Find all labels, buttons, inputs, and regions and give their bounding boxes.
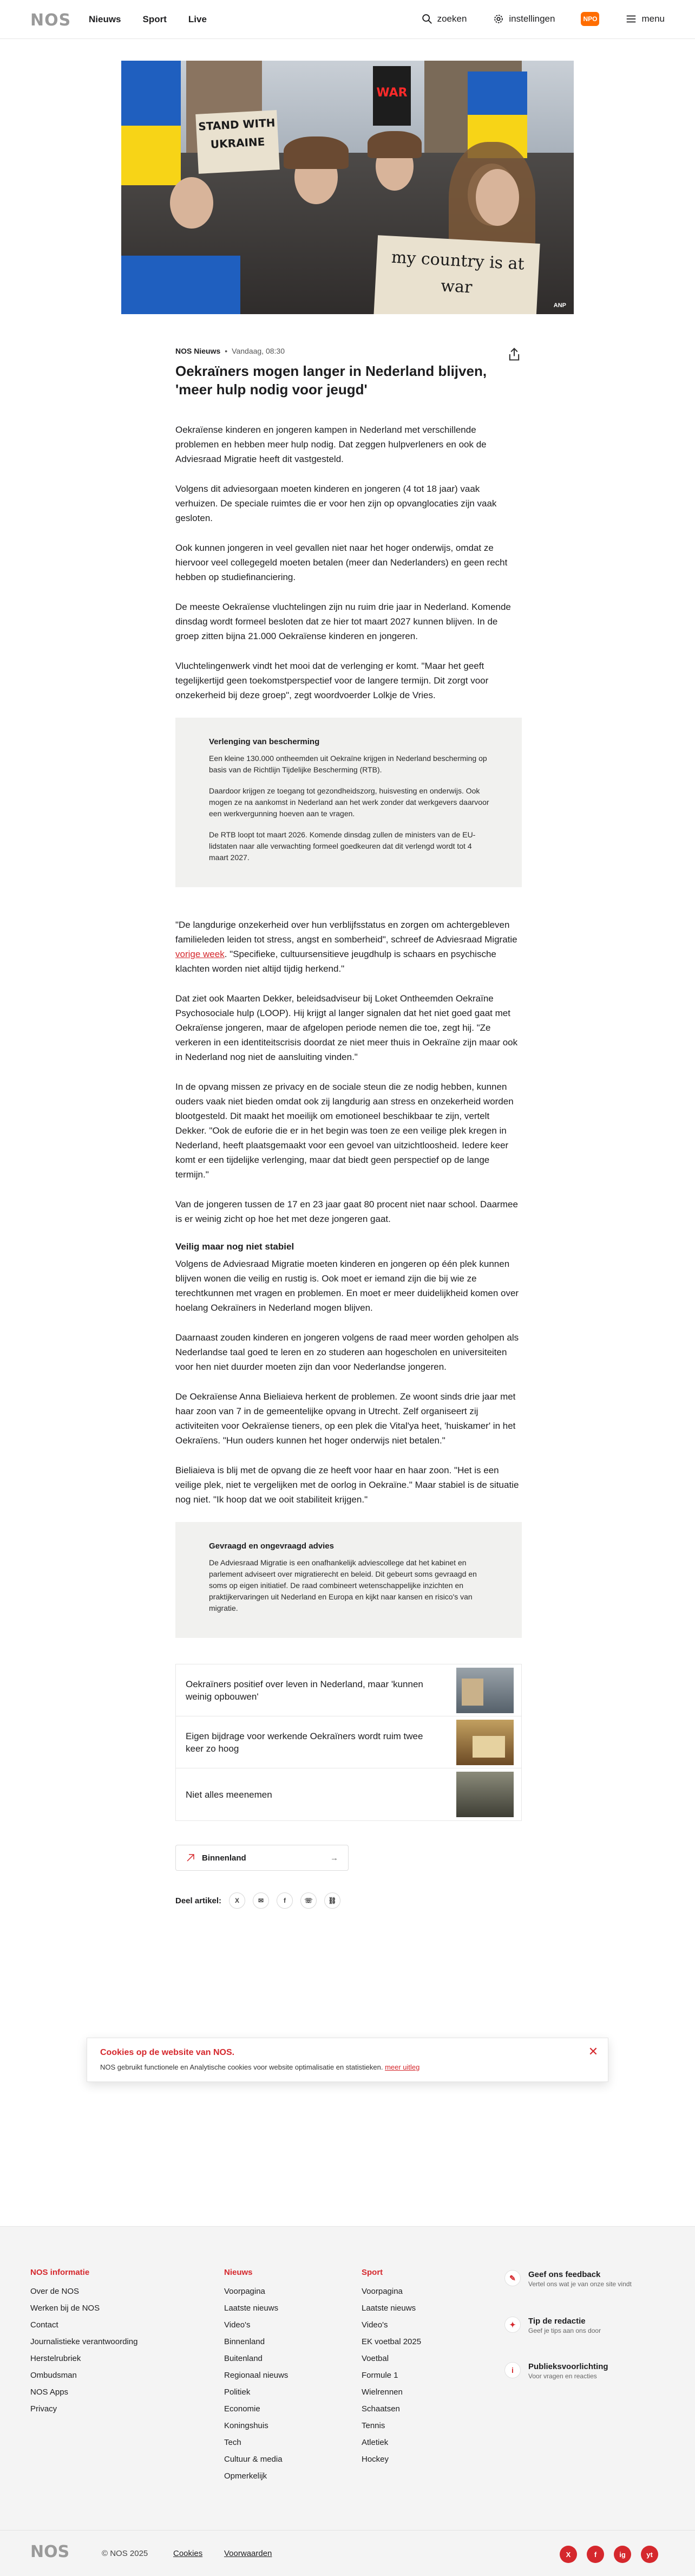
paragraph: Van de jongeren tussen de 17 en 23 jaar gaat 80 procent niet naar school. Daarmee is er weinig zicht op hoe het met deze jongeren gaat.	[175, 1199, 518, 1224]
related-article[interactable]	[176, 1716, 521, 1768]
related-articles	[175, 1664, 522, 1821]
tag-icon	[186, 1853, 195, 1863]
npo-logo[interactable]: NPO	[581, 12, 599, 26]
top-navigation-bar	[0, 0, 695, 39]
nav-live[interactable]: Live	[188, 14, 207, 24]
gear-icon	[493, 13, 504, 25]
tag-label: Binnenland	[202, 1853, 246, 1863]
cookie-banner	[87, 2038, 608, 2082]
paragraph: Volgens de Adviesraad Migratie moeten kinderen en jongeren op één plek kunnen blijven wonen die veilig en rustig is. Ook moet er iemand zijn die bij wie ze terechtkunnen met vragen en problemen. En moet er meer duidelijkheid komen over hoelang Oekraïners in Nederland mogen blijven.	[175, 1259, 519, 1313]
protest-sign-my-country: my country is at war	[373, 235, 540, 314]
footer-link[interactable]: Voetbal	[362, 2354, 389, 2363]
footer-bottom	[0, 2530, 695, 2576]
related-article-title: Oekraïners positief over leven in Nederland, maar 'kunnen weinig opbouwen'	[186, 1679, 423, 1702]
close-icon[interactable]: ✕	[588, 2045, 599, 2058]
paragraph: De meeste Oekraïense vluchtelingen zijn nu ruim drie jaar in Nederland. Komende dinsdag wordt formeel besloten dat ze hier tot maart 2027 kunnen blijven. In de groep zitten bijna 21.000 Oekraïense kinderen en jongeren.	[175, 602, 511, 641]
footer-link[interactable]: EK voetbal 2025	[362, 2337, 422, 2346]
share-row	[175, 1892, 522, 1909]
share-whatsapp-icon[interactable]: ☏	[300, 1892, 317, 1909]
footer-link[interactable]: Tech	[224, 2438, 241, 2447]
footer-col-title: Sport	[362, 2268, 383, 2277]
footer-link[interactable]: Wielrennen	[362, 2388, 403, 2397]
lightbulb-icon: ✦	[504, 2317, 521, 2333]
youtube-social-icon[interactable]: yt	[641, 2546, 658, 2563]
footer-link[interactable]: Politiek	[224, 2388, 251, 2397]
article-meta: NOS Nieuws • Vandaag, 08:30	[175, 347, 285, 355]
settings-label: instellingen	[509, 14, 555, 24]
footer-link[interactable]: Voorpagina	[224, 2287, 265, 2296]
photo-credit: ANP	[553, 302, 566, 309]
share-mail-icon[interactable]: ✉	[253, 1892, 269, 1909]
share-link-icon[interactable]: ⛓	[324, 1892, 340, 1909]
facebook-social-icon[interactable]: f	[587, 2546, 604, 2563]
search-label: zoeken	[437, 14, 467, 24]
hamburger-icon	[625, 13, 637, 25]
article-date: Vandaag, 08:30	[232, 347, 285, 355]
footer-col-title: NOS informatie	[30, 2268, 90, 2277]
menu-label: menu	[641, 14, 665, 24]
feedback-icon: ✎	[504, 2270, 521, 2286]
cookie-title: Cookies op de website van NOS.	[100, 2048, 235, 2057]
x-social-icon[interactable]: X	[560, 2546, 577, 2563]
header-tools	[421, 12, 665, 26]
footer-col-nieuws	[224, 2268, 288, 2488]
vorige-week-link[interactable]: vorige week	[175, 949, 225, 959]
related-thumbnail	[456, 1772, 514, 1817]
footer-link[interactable]: Herstelrubriek	[30, 2354, 81, 2363]
footer-link[interactable]: Laatste nieuws	[362, 2304, 416, 2313]
footer-link[interactable]: NOS Apps	[30, 2388, 69, 2397]
settings-button[interactable]	[493, 13, 555, 25]
nav-nieuws[interactable]: Nieuws	[89, 14, 121, 24]
paragraph: Bieliaieva is blij met de opvang die ze heeft voor haar en haar zoon. "Het is een veilige plek, niet te vergelijken met de oorlog in Oekraïne." Maar stabiel is de situatie nog niet. "Ik hoop dat we ooit stabiliteit krijgen."	[175, 1465, 519, 1505]
hero-image	[121, 61, 574, 314]
instagram-social-icon[interactable]: ig	[614, 2546, 631, 2563]
related-article-title: Eigen bijdrage voor werkende Oekraïners wordt ruim twee keer zo hoog	[186, 1731, 423, 1754]
paragraph: Volgens dit adviesorgaan moeten kinderen en jongeren (4 tot 18 jaar) vaak verhuizen. De speciale ruimtes die er voor hen zijn op opvanglocaties zijn vaak gesloten.	[175, 484, 497, 523]
footer-link[interactable]: Video's	[224, 2320, 251, 2330]
footer-link[interactable]: Contact	[30, 2320, 58, 2330]
paragraph: "De langdurige onzekerheid over hun verblijfsstatus en zorgen om achtergebleven familieleden leiden tot stress, angst en somberheid", schreef de Adviesraad Migratie vorige week. "Specifieke, cultuursensitieve jeugdhulp is schaars en psychische klachten worden niet altijd tijdig herkend."	[175, 920, 517, 974]
info-box-title: Verlenging van bescherming	[209, 737, 320, 746]
footer-link[interactable]: Koningshuis	[224, 2421, 268, 2430]
main-nav	[89, 14, 207, 25]
share-x-icon[interactable]: X	[229, 1892, 245, 1909]
share-label: Deel artikel:	[175, 1896, 222, 1905]
article-title: Oekraïners mogen langer in Nederland blijven, 'meer hulp nodig voor jeugd'	[175, 363, 487, 398]
related-article-title: Niet alles meenemen	[186, 1789, 272, 1800]
tip-cta[interactable]: ✦ Tip de redactie Geef je tips aan ons door	[504, 2317, 667, 2334]
footer	[0, 2226, 695, 2576]
footer-link[interactable]: Regionaal nieuws	[224, 2371, 289, 2380]
info-box-bescherming	[175, 718, 522, 887]
footer-link[interactable]: Opmerkelijk	[224, 2471, 267, 2481]
terms-link[interactable]: Voorwaarden	[224, 2549, 272, 2558]
info-box-text: Daardoor krijgen ze toegang tot gezondheidszorg, huisvesting en onderwijs. Ook mogen ze na aankomst in Nederland aan het werk zonder dat werkgevers daarvoor een werkvergunning hoeven aan te vragen.	[209, 786, 489, 818]
footer-col-nos-informatie	[30, 2268, 137, 2421]
info-box-advies	[175, 1522, 522, 1638]
footer-col-sport	[362, 2268, 421, 2471]
footer-col-title: Nieuws	[224, 2268, 253, 2277]
paragraph: Vluchtelingenwerk vindt het mooi dat de verlenging er komt. "Maar het geeft tegelijkertijd geen toekomstperspectief voor de langere termijn. Dit zorgt voor onzekerheid bij deze groep", zegt woordvoerder Lolkje de Vries.	[175, 661, 489, 700]
footer-link[interactable]: Economie	[224, 2404, 260, 2414]
info-box-text: De RTB loopt tot maart 2026. Komende dinsdag zullen de ministers van de EU-lidstaten naar alle verwachting formeel goedkeuren dat dit verlengd wordt tot 4 maart 2027.	[209, 830, 476, 862]
tag-binnenland[interactable]	[175, 1845, 349, 1871]
feedback-cta[interactable]: ✎ Geef ons feedback Vertel ons wat je van onze site vindt	[504, 2270, 667, 2288]
footer-link[interactable]: Voorpagina	[362, 2287, 403, 2296]
subheading: Veilig maar nog niet stabiel	[175, 1241, 294, 1252]
related-thumbnail	[456, 1720, 514, 1765]
footer-link[interactable]: Laatste nieuws	[224, 2304, 279, 2313]
info-box-text: De Adviesraad Migratie is een onafhankelijk adviescollege dat het kabinet en parlement adviseert over migratierecht en beleid. Dit gebeurt soms gevraagd en soms op eigen initiatief. De raad combineert wetenschappelijke inzichten en praktijkervaringen uit Nederland en Europa en kijkt naar kansen en risico's van migratie.	[209, 1558, 477, 1612]
footer-link[interactable]: Tennis	[362, 2421, 385, 2430]
paragraph: De Oekraïense Anna Bieliaieva herkent de problemen. Ze woont sinds drie jaar met haar zoon van 7 in de gemeentelijke opvang in Utrecht. Zelf organiseert zij activiteiten voor Oekraïense tieners, op een plek die Vital'ya heet, 'huiskamer' in het Oekraïens. "Hun ouders kunnen het hoger onderwijs niet betalen."	[175, 1391, 516, 1446]
info-box-text: Een kleine 130.000 ontheemden uit Oekraïne krijgen in Nederland bescherming op basis van de Richtlijn Tijdelijke Bescherming (RTB).	[209, 754, 487, 774]
cookies-link[interactable]: Cookies	[173, 2549, 203, 2558]
cookie-more-link[interactable]: meer uitleg	[385, 2063, 420, 2071]
paragraph: Dat ziet ook Maarten Dekker, beleidsadviseur bij Loket Ontheemden Oekraïne Psychosociale hulp (LOOP). Hij krijgt al langer signalen dat het niet goed gaat met Oekraïense jongeren, maar de afgelopen periode nemen die toe, zegt hij. "Ze verkeren in een identiteitscrisis doordat ze niet meer thuis in Oekraïne zijn maar ook in Nederland nog niet de aansluiting vinden."	[175, 993, 518, 1062]
related-thumbnail	[456, 1668, 514, 1713]
share-facebook-icon[interactable]: f	[277, 1892, 293, 1909]
footer-link[interactable]: Formule 1	[362, 2371, 398, 2380]
footer-link[interactable]: Cultuur & media	[224, 2455, 283, 2464]
protest-sign-war: WAR	[373, 66, 411, 126]
nos-logo[interactable]: NOS	[30, 11, 71, 30]
footer-link[interactable]: Privacy	[30, 2404, 57, 2414]
related-article[interactable]	[176, 1664, 521, 1716]
publieksvoorlichting-cta[interactable]: i Publieksvoorlichting Voor vragen en reacties	[504, 2362, 667, 2380]
info-icon: i	[504, 2362, 521, 2378]
nos-logo[interactable]: NOS	[30, 2542, 70, 2561]
footer-link[interactable]: Buitenland	[224, 2354, 263, 2363]
copyright: © NOS 2025	[102, 2549, 148, 2558]
footer-link[interactable]: Video's	[362, 2320, 388, 2330]
footer-link[interactable]: Atletiek	[362, 2438, 389, 2447]
protest-sign-stand-with-ukraine: STAND WITH UKRAINE	[195, 110, 280, 174]
search-button[interactable]	[421, 13, 467, 25]
arrow-right-icon: →	[330, 1853, 338, 1863]
menu-button[interactable]	[625, 13, 665, 25]
search-icon	[421, 13, 433, 25]
footer-link[interactable]: Werken bij de NOS	[30, 2304, 100, 2313]
paragraph: Ook kunnen jongeren in veel gevallen niet naar het hoger onderwijs, omdat ze hiervoor veel collegegeld moeten betalen (meer dan Nederlanders) en geen recht hebben op studiefinanciering.	[175, 543, 508, 582]
footer-link[interactable]: Hockey	[362, 2455, 389, 2464]
share-icon[interactable]	[507, 347, 522, 362]
footer-link[interactable]: Ombudsman	[30, 2371, 77, 2380]
footer-link[interactable]: Schaatsen	[362, 2404, 400, 2414]
paragraph: In de opvang missen ze privacy en de sociale steun die ze nodig hebben, kunnen ouders vaak niet bieden omdat ook zij langdurig aan stress en onzekerheid worden blootgesteld. Dit maakt het moeilijk om emotioneel beschikbaar te zijn, vertelt Dekker. "Ook de euforie die er in het begin was toen ze een veilige plek kregen in Nederland, heeft plaatsgemaakt voor een gevoel van uitzichtloosheid. Iedere keer komt er een tijdelijke verlenging, maar dat biedt geen perspectief op de lange termijn."	[175, 1082, 514, 1180]
cookie-text: NOS gebruikt functionele en Analytische cookies voor website optimalisatie en statistieken. meer uitleg	[100, 2063, 420, 2071]
info-box-title: Gevraagd en ongevraagd advies	[209, 1541, 334, 1551]
nav-sport[interactable]: Sport	[142, 14, 167, 24]
footer-link[interactable]: Journalistieke verantwoording	[30, 2337, 138, 2346]
paragraph: Oekraïense kinderen en jongeren kampen in Nederland met verschillende problemen en hebben meer hulp nodig. Dat zeggen hulpverleners en ook de Adviesraad Migratie heeft dit vastgesteld.	[175, 425, 487, 464]
article	[175, 347, 522, 1909]
paragraph: Daarnaast zouden kinderen en jongeren volgens de raad meer worden geholpen als Nederlandse taal goed te leren en zo studeren aan hogescholen en universiteiten voor hen niet duurder moeten zijn dan voor Nederlandse jongeren.	[175, 1332, 519, 1372]
footer-link[interactable]: Over de NOS	[30, 2287, 80, 2296]
footer-link[interactable]: Binnenland	[224, 2337, 265, 2346]
article-source: NOS Nieuws	[175, 347, 221, 355]
related-article[interactable]	[176, 1768, 521, 1820]
